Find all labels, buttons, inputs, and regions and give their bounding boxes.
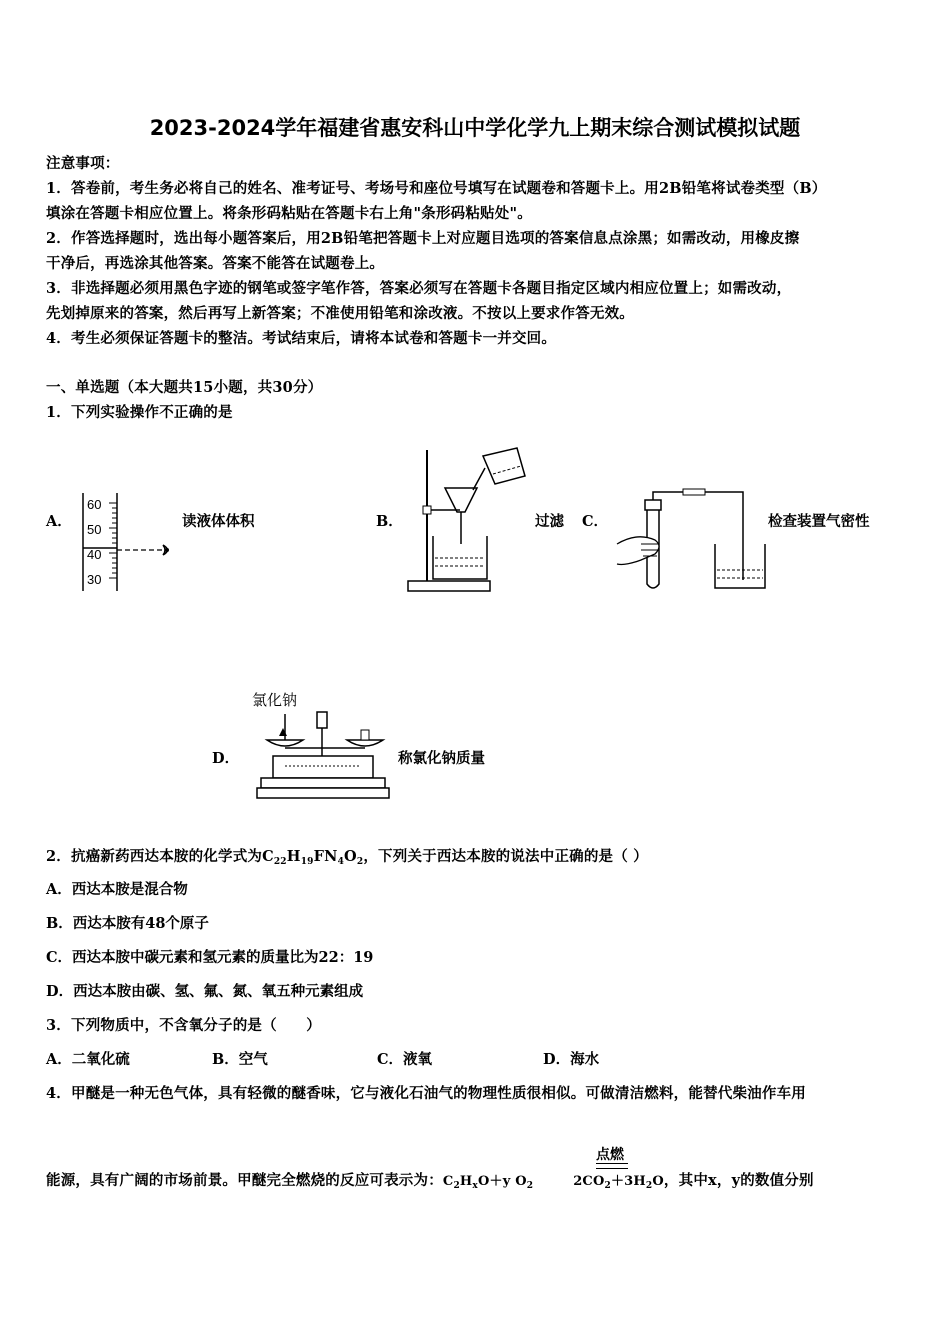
airtightness-check-figure bbox=[615, 484, 770, 594]
q1-option-b-letter: B． bbox=[376, 513, 403, 530]
reaction-reactants: $C_2H_xO+y$ $O_2$ bbox=[442, 1174, 534, 1191]
q2-option-b: B．西达本胺有48个原子 bbox=[46, 915, 209, 932]
q2-option-d: D．西达本胺由碳、氢、氟、氮、氧五种元素组成 bbox=[46, 983, 364, 1000]
q3-option-d: D．海水 bbox=[543, 1051, 600, 1068]
q2-stem-pre: 2．抗癌新药西达本胺的化学式为 bbox=[46, 848, 263, 865]
notice-line: 先划掉原来的答案，然后再写上新答案；不准使用铅笔和涂改液。不按以上要求作答无效。 bbox=[46, 305, 634, 322]
balance-figure bbox=[255, 706, 390, 802]
q1-option-a-letter: A． bbox=[46, 513, 72, 530]
q1-option-d-letter: D． bbox=[212, 750, 240, 767]
notice-line: 1．答卷前，考生务必将自己的姓名、准考证号、考场号和座位号填写在试题卷和答题卡上。用2B铅笔将试卷类型（B） bbox=[46, 180, 827, 197]
q2-stem-post: ，下列关于西达本胺的说法中正确的是（ ） bbox=[363, 848, 648, 865]
q3-option-c: C．液氧 bbox=[377, 1051, 433, 1068]
page-title: 2023-2024学年福建省惠安科山中学化学九上期末综合测试模拟试题 bbox=[149, 116, 801, 140]
q1-option-a-text: 读液体体积 bbox=[182, 513, 255, 530]
notice-line: 2．作答选择题时，选出每小题答案后，用2B铅笔把答题卡上对应题目选项的答案信息点涂黑；如需改动，用橡皮擦 bbox=[46, 230, 800, 247]
notice-line: 干净后，再选涂其他答案。答案不能答在试题卷上。 bbox=[46, 255, 385, 272]
q1-option-b-text: 过滤 bbox=[535, 513, 564, 530]
q3-stem: 3．下列物质中，不含氧分子的是（ ） bbox=[46, 1017, 321, 1034]
notice-heading: 注意事项： bbox=[46, 155, 120, 172]
q4-line2-pre: 能源，具有广阔的市场前景。甲醚完全燃烧的反应可表示为： bbox=[46, 1172, 443, 1189]
q2-option-a: A．西达本胺是混合物 bbox=[46, 881, 188, 898]
notice-line: 3．非选择题必须用黑色字迹的钢笔或签字笔作答，答案必须写在答题卡各题目指定区域内相应位置上；如需改动， bbox=[46, 280, 792, 297]
reaction-products: $2CO_2+3H_2O$ bbox=[573, 1174, 664, 1191]
scale-tick-label: 30 bbox=[87, 572, 102, 587]
scale-tick-label: 50 bbox=[87, 522, 102, 537]
q2-option-c: C．西达本胺中碳元素和氢元素的质量比为22：19 bbox=[46, 949, 374, 966]
q4-line2 bbox=[46, 1169, 814, 1191]
notice-line: 填涂在答题卡相应位置上。将条形码粘贴在答题卡右上角"条形码粘贴处"。 bbox=[46, 205, 532, 222]
graduated-cylinder-figure bbox=[75, 493, 185, 593]
q3-option-a: A．二氧化硫 bbox=[46, 1051, 130, 1068]
q4-line1: 4．甲醚是一种无色气体，具有轻微的醚香味，它与液化石油气的物理性质很相似。可做清洁燃料，能替代柴油作车用 bbox=[46, 1085, 806, 1102]
section-heading: 一、单选题（本大题共15小题，共30分） bbox=[46, 379, 323, 396]
q1-option-d-text: 称氯化钠质量 bbox=[398, 750, 485, 767]
q1-option-c-letter: C． bbox=[582, 513, 609, 530]
q1-option-c-text: 检查装置气密性 bbox=[768, 513, 870, 530]
q2-stem bbox=[46, 845, 648, 867]
scale-tick-label: 60 bbox=[87, 497, 102, 512]
chemical-formula: $C_{22}H_{19}FN_4O_2$ bbox=[262, 848, 364, 867]
filtration-figure bbox=[405, 446, 535, 594]
balance-label: 氯化钠 bbox=[252, 691, 298, 709]
notice-line: 4．考生必须保证答题卡的整洁。考试结束后，请将本试卷和答题卡一并交回。 bbox=[46, 330, 557, 347]
reaction-condition: 点燃 bbox=[596, 1147, 624, 1163]
q3-option-b: B．空气 bbox=[212, 1051, 268, 1068]
q1-stem: 1．下列实验操作不正确的是 bbox=[46, 404, 233, 421]
q4-line2-post: ，其中x，y的数值分别 bbox=[663, 1172, 814, 1189]
scale-tick-label: 40 bbox=[87, 547, 102, 562]
